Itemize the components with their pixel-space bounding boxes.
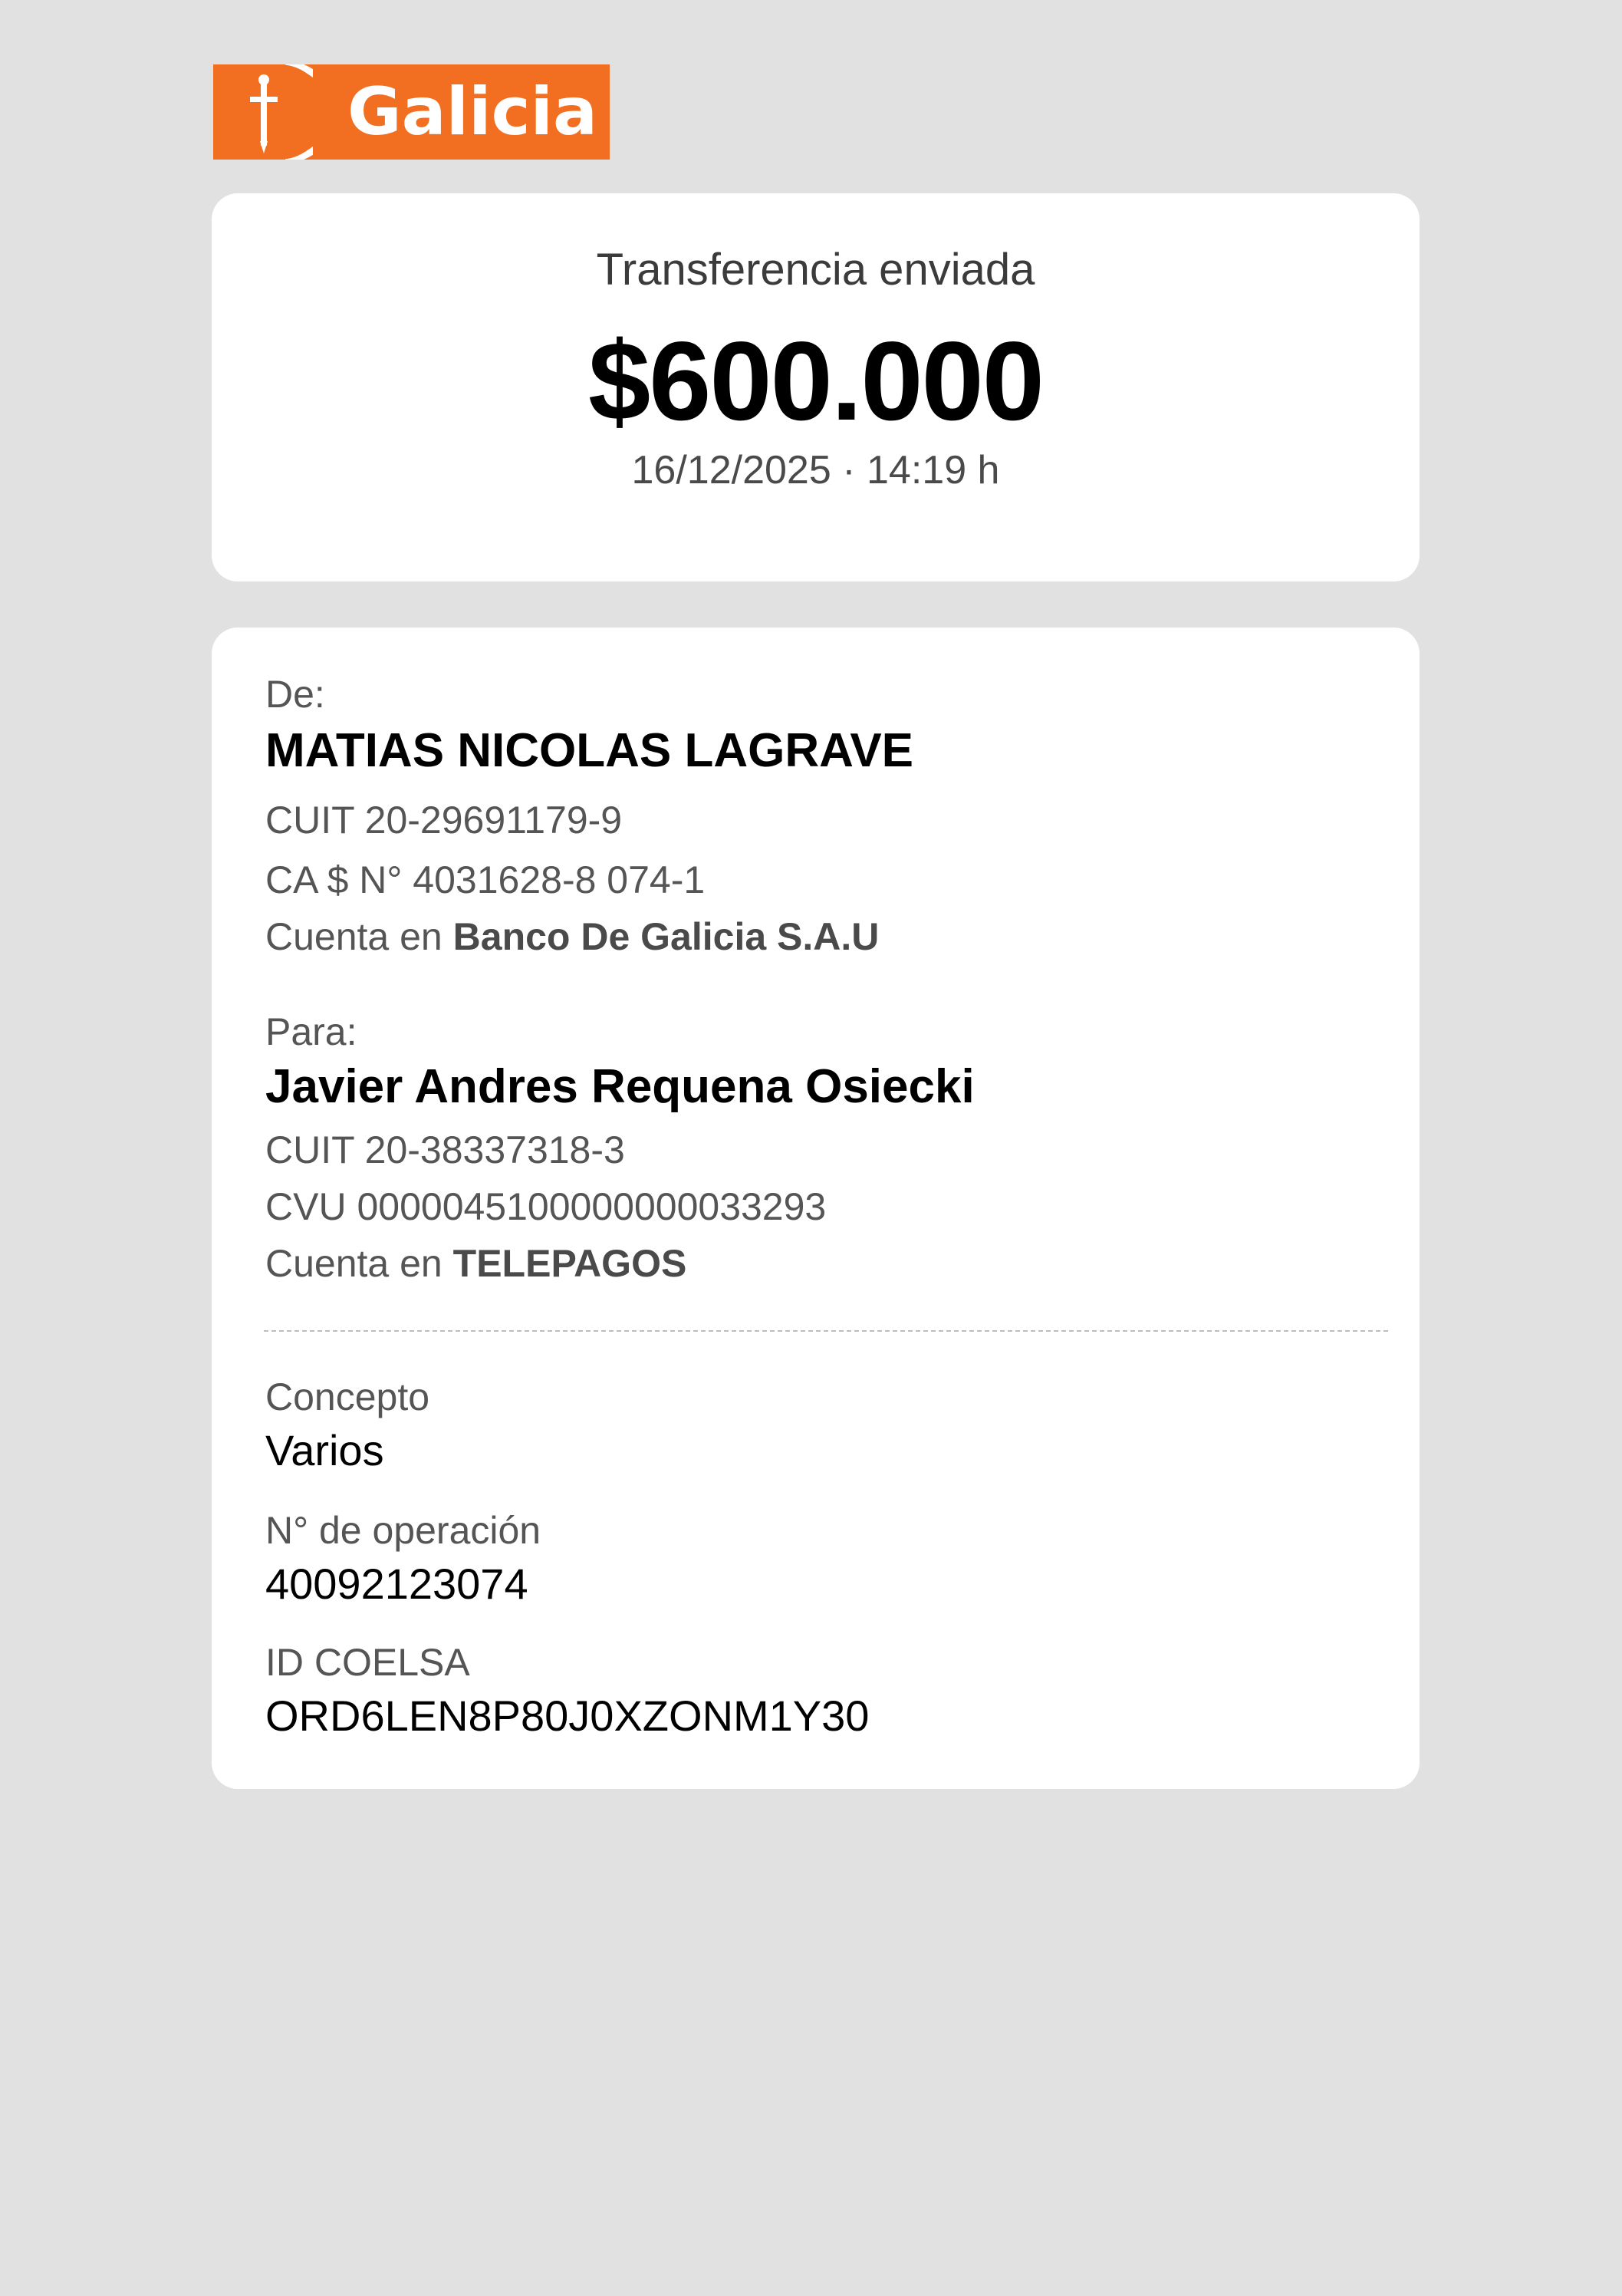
section-divider [264,1330,1388,1332]
galicia-logo [213,64,610,160]
coelsa-id-value: ORD6LEN8P80J0XZONM1Y30 [265,1692,870,1740]
recipient-bank-prefix: Cuenta en [265,1242,443,1285]
sender-name: MATIAS NICOLAS LAGRAVE [265,724,914,777]
galicia-cross-icon [213,64,313,160]
recipient-cuit: CUIT 20-38337318-3 [265,1128,625,1171]
recipient-cvu: CVU 0000045100000000033293 [265,1185,827,1228]
operation-number-value: 40092123074 [265,1560,528,1608]
transfer-summary-card [212,193,1420,581]
operation-number-label: N° de operación [265,1509,541,1552]
sender-account: CA $ N° 4031628-8 074-1 [265,858,706,901]
brand-name: Galicia [347,74,598,150]
to-label: Para: [265,1010,357,1053]
sender-cuit: CUIT 20-29691179-9 [265,799,623,842]
transfer-details-card [212,628,1420,1789]
sender-bank-name: Banco De Galicia S.A.U [452,915,880,958]
transfer-status-title: Transferencia enviada [596,245,1035,295]
concept-label: Concepto [265,1375,430,1418]
concept-value: Varios [265,1426,384,1474]
transfer-datetime: 16/12/2025 · 14:19 h [631,448,1000,492]
transfer-amount: $600.000 [588,318,1043,443]
recipient-bank [265,1238,686,1289]
sender-bank-prefix: Cuenta en [265,915,443,958]
sender-bank [265,911,879,962]
recipient-name: Javier Andres Requena Osiecki [265,1060,975,1113]
recipient-bank-name: TELEPAGOS [452,1242,687,1285]
from-label: De: [265,673,325,716]
coelsa-id-label: ID COELSA [265,1641,470,1684]
